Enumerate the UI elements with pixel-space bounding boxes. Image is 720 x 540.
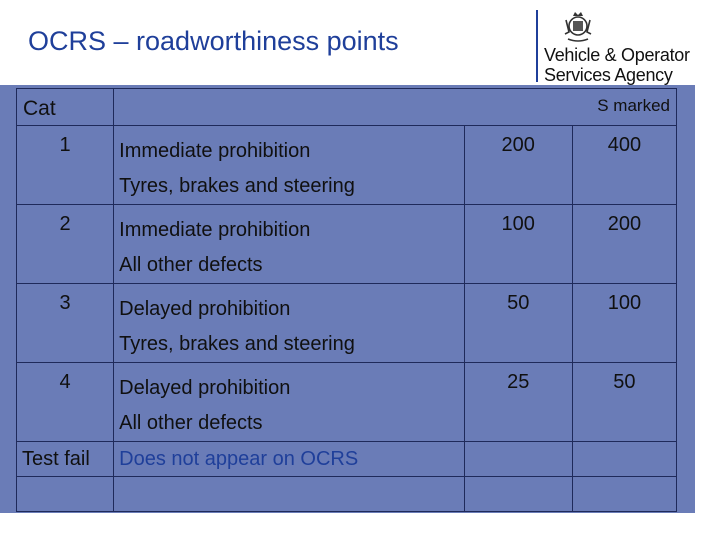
cat-cell: [17, 284, 114, 363]
cat-number: 4: [59, 371, 71, 393]
description-line-2: Tyres, brakes and steering: [119, 333, 355, 355]
description-line-1: Immediate prohibition: [119, 140, 311, 162]
header-cat-label: Cat: [23, 97, 56, 120]
header-s-marked-label: S marked: [597, 96, 670, 115]
cat-number: 3: [59, 292, 71, 314]
test-fail-desc-cell: [114, 442, 465, 477]
s-marked-value: 100: [607, 292, 642, 314]
s-marked-cell: [572, 205, 676, 284]
description-cell: [114, 126, 465, 205]
logo-line-1: Vehicle & Operator: [544, 45, 690, 65]
description-cell: [114, 363, 465, 442]
test-fail-description: Does not appear on OCRS: [119, 448, 359, 470]
table-header-row: [17, 89, 677, 126]
description-line-2: Tyres, brakes and steering: [119, 175, 355, 197]
s-marked-value: 50: [613, 371, 636, 393]
empty-row: [17, 477, 677, 512]
s-marked-cell: [572, 126, 676, 205]
table-row: [17, 126, 677, 205]
header-s-marked-cell: [114, 89, 677, 126]
points-cell: [464, 363, 572, 442]
s-marked-cell: [572, 363, 676, 442]
cat-number: 2: [59, 213, 71, 235]
description-cell: [114, 205, 465, 284]
empty-cell: [17, 477, 114, 512]
s-marked-cell: [572, 284, 676, 363]
agency-logo: [536, 8, 716, 84]
description-cell: [114, 284, 465, 363]
s-marked-value: 400: [607, 134, 642, 156]
points-cell: [464, 284, 572, 363]
empty-cell: [114, 477, 465, 512]
table-row: [17, 205, 677, 284]
points-value: 200: [501, 134, 535, 156]
empty-cell: [572, 477, 676, 512]
points-cell: [464, 205, 572, 284]
cat-cell: [17, 126, 114, 205]
empty-cell: [572, 442, 676, 477]
description-line-2: All other defects: [119, 254, 263, 276]
points-value: 25: [507, 371, 530, 393]
test-fail-cat-cell: [17, 442, 114, 477]
s-marked-value: 200: [607, 213, 642, 235]
description-line-2: All other defects: [119, 412, 263, 434]
logo-divider: [536, 10, 538, 82]
points-table: [16, 88, 677, 512]
cat-cell: [17, 363, 114, 442]
table-row: [17, 284, 677, 363]
royal-crest-icon: [560, 10, 596, 44]
header-cat-cell: [17, 89, 114, 126]
table-row: [17, 363, 677, 442]
cat-cell: [17, 205, 114, 284]
description-line-1: Delayed prohibition: [119, 298, 291, 320]
cat-number: 1: [59, 134, 71, 156]
points-cell: [464, 126, 572, 205]
slide-title: OCRS – roadworthiness points: [28, 26, 399, 56]
description-line-1: Delayed prohibition: [119, 377, 291, 399]
description-line-1: Immediate prohibition: [119, 219, 311, 241]
test-fail-label: Test fail: [22, 448, 90, 470]
empty-cell: [464, 477, 572, 512]
points-value: 50: [507, 292, 530, 314]
logo-line-2: Services Agency: [544, 65, 673, 85]
empty-cell: [464, 442, 572, 477]
test-fail-row: [17, 442, 677, 477]
points-value: 100: [501, 213, 535, 235]
